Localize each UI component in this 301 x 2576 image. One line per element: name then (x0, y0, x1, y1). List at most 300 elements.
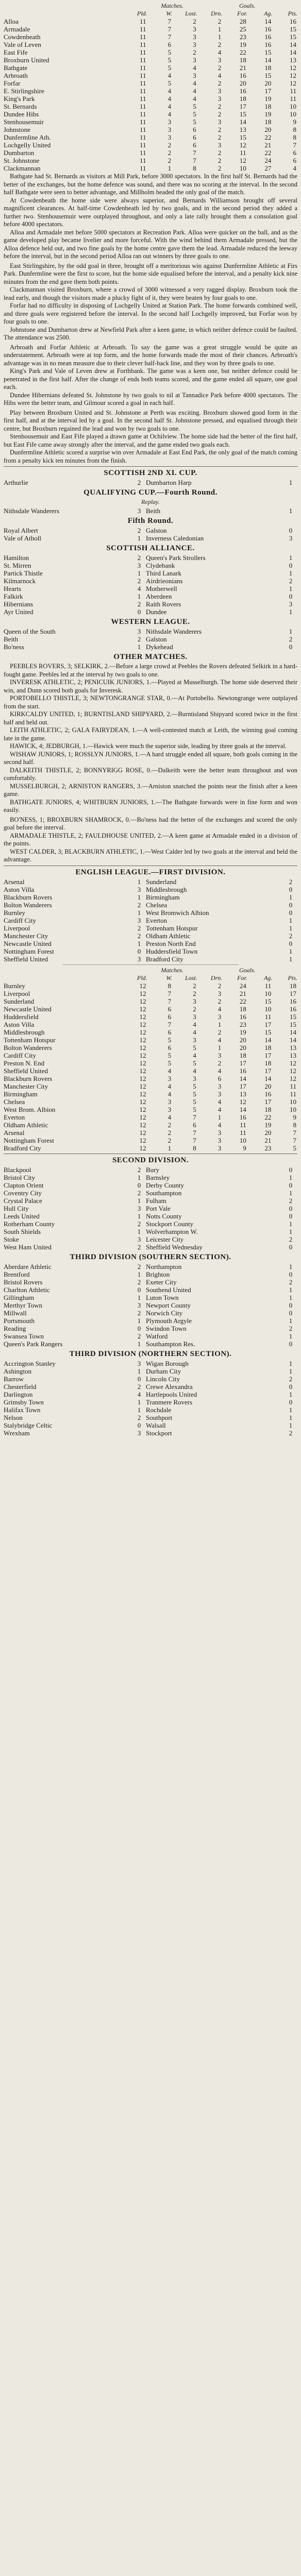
home-score: 2 (137, 1278, 141, 1286)
stat-pts: 16 (290, 18, 296, 25)
stat-f: 16 (239, 72, 246, 79)
home-team: Reading (4, 1324, 26, 1332)
table-row (4, 103, 297, 110)
home-score: 2 (137, 600, 141, 608)
away-score: 1 (289, 1189, 293, 1197)
stat-l: 5 (193, 103, 196, 110)
stat-pts: 6 (293, 149, 296, 157)
report-paragraph: KIRKCALDY UNITED, 1; BURNTISLAND SHIPYARD, 2.—Burntisland Shipyard scored twice in the first half and held out. (4, 710, 297, 726)
report-paragraph: LEITH ATHLETIC, 2; GALA FAIRYDEAN, 1.—A well-contested match at Leith, the winning goal coming late in the game. (4, 726, 297, 742)
result-row (4, 1278, 297, 1286)
away-score: 1 (289, 1173, 293, 1181)
result-row (4, 1367, 297, 1375)
away-score: 0 (289, 1181, 293, 1189)
away-score: 1 (289, 1390, 293, 1398)
stat-w: 7 (168, 1020, 172, 1028)
stat-a: 15 (264, 48, 272, 56)
report-paragraph: Play between Broxburn United and St. Johnstone at Perth was exciting. Broxburn showed good form in the first half, and at the interval led by a goal. In the second half St. Johnstone pressed, and equalised through their centre, but Broxburn regained the lead and won by two goals to one. (4, 409, 297, 432)
report-paragraph: King's Park and Vale of Leven drew at Forthbank. The game was a keen one, but neither defence could be penetrated in the first half. After the change of ends both teams scored, and the game ended all square, one goal each. (4, 367, 297, 391)
away-score: 0 (289, 901, 293, 909)
stat-w: 5 (168, 48, 172, 56)
away-score: 1 (289, 479, 293, 486)
scottish-alliance-results (4, 554, 297, 616)
stat-f: 24 (239, 981, 246, 990)
away-team: Southampton Res. (146, 1340, 195, 1348)
home-team: Crystal Palace (4, 1196, 42, 1205)
home-team: Queen of the South (4, 628, 56, 635)
home-score: 2 (137, 1382, 141, 1391)
stat-pts: 12 (290, 72, 296, 79)
away-team: Exeter City (146, 1278, 177, 1286)
table-row (4, 133, 297, 141)
report-paragraph: BATHGATE JUNIORS, 4; WHITBURN JUNIORS, 1.—The Bathgate forwards were in fine form and won easily. (4, 798, 297, 814)
stat-d: 4 (218, 1005, 222, 1013)
away-team: Preston North End (146, 939, 196, 947)
away-team: Barnsley (146, 1173, 170, 1181)
report-paragraph: ARMADALE THISTLE, 2; FAULDHOUSE UNITED, 2.—A keen game at Armadale ended in a division of the points. (4, 832, 297, 847)
stat-pld: 11 (140, 95, 146, 103)
stat-pts: 10 (290, 1105, 296, 1113)
stat-pld: 11 (140, 64, 146, 72)
home-score: 1 (137, 1405, 141, 1414)
report-paragraph: Forfar had no difficulty in disposing of Lochgelly United at Station Park. The home forwards combined well, and three goals were registered before the interval. In the second half Lochgelly improved, but Forfar won by four goals to one. (4, 302, 297, 325)
stat-pts: 9 (293, 118, 296, 126)
stat-f: 20 (239, 1043, 246, 1052)
home-score: 0 (137, 1375, 141, 1383)
stat-d: 2 (218, 157, 222, 164)
home-team: Leeds United (4, 1212, 40, 1220)
home-score: 3 (137, 1235, 141, 1243)
team-name: Cardiff City (4, 1051, 36, 1059)
result-row (4, 1325, 297, 1332)
stat-pld: 11 (140, 72, 146, 79)
away-team: Plymouth Argyle (146, 1316, 192, 1325)
stat-l: 4 (193, 79, 196, 87)
home-score: 0 (137, 947, 141, 955)
away-score: 1 (289, 554, 293, 562)
stat-pts: 10 (290, 110, 296, 118)
english-goals-heading: Goals. (239, 966, 256, 974)
stat-a: 20 (264, 1128, 272, 1137)
stat-d: 2 (218, 149, 222, 157)
home-team: Coventry City (4, 1189, 42, 1197)
team-name: Stenhousemuir (4, 118, 44, 126)
stat-d: 2 (218, 41, 222, 48)
col-for: For. (237, 10, 247, 17)
home-team: Bristol City (4, 1173, 36, 1181)
team-name: Preston N. End (4, 1059, 45, 1067)
result-row (4, 1332, 297, 1340)
home-team: Chesterfield (4, 1382, 37, 1391)
home-score: 1 (137, 1340, 141, 1348)
stat-f: 19 (239, 1028, 246, 1036)
result-row (4, 479, 297, 486)
home-score: 2 (137, 1219, 141, 1228)
away-team: Hartlepools United (146, 1390, 197, 1398)
home-score: 1 (137, 1227, 141, 1235)
stat-l: 3 (193, 41, 196, 48)
home-team: Ashington (4, 1367, 32, 1375)
scottish-alliance-heading: SCOTTISH ALLIANCE. (106, 544, 195, 552)
result-row (4, 947, 297, 955)
third-division-north-results (4, 1360, 297, 1437)
home-score: 3 (137, 562, 141, 569)
home-score: 3 (137, 916, 141, 924)
stat-f: 22 (239, 48, 246, 56)
home-score: 1 (137, 534, 141, 542)
result-row (4, 554, 297, 562)
away-score: 0 (289, 1382, 293, 1391)
stat-pts: 7 (293, 1128, 296, 1137)
result-row (4, 1270, 297, 1278)
table-row (4, 56, 297, 64)
stat-pld: 11 (140, 118, 146, 126)
stat-w: 6 (168, 1028, 172, 1036)
col-lost: Lost. (185, 10, 197, 17)
home-team: Blackburn Rovers (4, 893, 53, 901)
report-paragraph: Arbroath and Forfar Athletic at Arbroath. To say the game was a great struggle would be quite an understatement. Arbroath were at top form, and the home forwards made the most of their chances. Arbroath's advantage was in no mean measure due to their clever half-back line, and they won by three goals to one. (4, 343, 297, 367)
stat-f: 17 (239, 103, 246, 110)
home-team: Aberdare Athletic (4, 1262, 52, 1270)
stat-l: 3 (193, 1074, 196, 1082)
scottish-table-body (4, 18, 297, 172)
stat-l: 5 (193, 118, 196, 126)
team-name: Dundee Hibs (4, 110, 39, 118)
stat-d: 3 (218, 1090, 222, 1098)
report-paragraph: Bathgate had St. Bernards as visitors at Mill Park, before 3000 spectators. In the first half St. Bernards had the better of the exchanges, but the home defence was sound, and there was no scoring at the interval. In the second half Bathgate were seen to better advantage, and Millholm headed the only goal of the match. (4, 173, 297, 196)
away-team: Southend United (146, 1285, 191, 1294)
away-score: 1 (289, 893, 293, 901)
away-score: 1 (289, 947, 293, 955)
stat-pld: 12 (139, 1066, 146, 1075)
away-score: 2 (289, 931, 293, 940)
home-team: West Ham United (4, 1243, 52, 1251)
stat-w: 4 (168, 1082, 172, 1090)
result-row (4, 1414, 297, 1421)
stat-d: 1 (218, 25, 222, 33)
western-league-heading: WESTERN LEAGUE. (111, 618, 190, 626)
stat-d: 2 (218, 103, 222, 110)
result-row (4, 507, 297, 515)
stat-l: 5 (193, 110, 196, 118)
fifth-round-heading: Fifth Round. (127, 517, 174, 525)
stat-w: 7 (168, 997, 172, 1005)
home-team: Royal Albert (4, 527, 38, 534)
stat-w: 6 (168, 1005, 172, 1013)
stat-pld: 12 (139, 1043, 146, 1052)
stat-d: 1 (218, 1043, 222, 1052)
away-team: Stockport (146, 1429, 172, 1437)
goals-heading: Goals. (239, 2, 256, 9)
english-col-against: Ag. (264, 974, 273, 981)
away-team: Birmingham (146, 893, 180, 901)
away-team: Bury (146, 1165, 159, 1174)
report-paragraph: WEST CALDER, 3; BLACKBURN ATHLETIC, 1.—West Calder led by two goals at the interval and held the advantage. (4, 848, 297, 863)
stat-w: 3 (168, 1105, 172, 1113)
english-col-points: Pts. (288, 974, 297, 981)
stat-l: 3 (193, 997, 196, 1005)
stat-f: 11 (240, 1121, 246, 1129)
away-team: Everton (146, 916, 168, 924)
report-paragraph: HAWICK, 4; JEDBURGH, 1.—Hawick were much the superior side, leading by three goals at the interval. (10, 742, 287, 750)
stat-pts: 12 (290, 64, 296, 72)
table-row (4, 48, 297, 56)
stat-l: 5 (193, 1082, 196, 1090)
matches-heading: Matches. (161, 2, 183, 9)
team-name: Broxburn United (4, 56, 49, 64)
stat-w: 2 (168, 1121, 172, 1129)
home-team: Swansea Town (4, 1332, 44, 1340)
away-score: 1 (289, 569, 293, 577)
stat-l: 7 (193, 1113, 196, 1121)
away-score: 1 (289, 608, 293, 616)
stat-a: 15 (264, 72, 272, 79)
stat-l: 4 (193, 1051, 196, 1059)
third-division-north-heading: THIRD DIVISION (NORTHERN SECTION). (69, 1349, 232, 1358)
away-score: 0 (289, 1165, 293, 1174)
home-team: Burnley (4, 908, 25, 917)
english-matches-heading: Matches. (161, 966, 183, 974)
stat-f: 12 (239, 157, 246, 164)
home-team: Stoke (4, 1235, 19, 1243)
away-score: 3 (289, 534, 293, 542)
stat-d: 1 (218, 33, 222, 41)
col-pld: Pld. (137, 10, 147, 17)
home-team: Ayr United (4, 608, 34, 616)
stat-f: 11 (240, 149, 246, 157)
stat-a: 20 (264, 126, 272, 133)
stat-a: 17 (264, 87, 272, 95)
away-score: 0 (289, 908, 293, 917)
home-team: Grimsby Town (4, 1398, 44, 1406)
stat-w: 4 (168, 110, 172, 118)
result-row (4, 569, 297, 577)
table-row (4, 141, 297, 149)
stat-a: 21 (264, 141, 272, 149)
stat-a: 19 (264, 110, 272, 118)
team-name: Birmingham (4, 1090, 38, 1098)
home-team: Brentford (4, 1270, 30, 1278)
away-score: 1 (289, 507, 293, 515)
stat-w: 4 (168, 1113, 172, 1121)
away-score: 1 (289, 916, 293, 924)
stat-l: 4 (193, 1020, 196, 1028)
qualifying-cup-replay: Replay. (141, 498, 160, 505)
away-team: Beith (146, 507, 161, 515)
stat-pts: 13 (290, 1043, 296, 1052)
stat-f: 18 (239, 95, 246, 103)
stat-f: 21 (239, 989, 246, 997)
away-score: 2 (289, 1196, 293, 1205)
result-row (4, 1174, 297, 1181)
home-score: 0 (137, 1181, 141, 1189)
away-score: 1 (289, 1413, 293, 1421)
stat-f: 13 (239, 1090, 246, 1098)
table-row (4, 110, 297, 118)
home-score: 3 (137, 1359, 141, 1367)
home-team: Blackpool (4, 1165, 31, 1174)
home-score: 3 (137, 1204, 141, 1212)
result-row (4, 1294, 297, 1301)
team-name: Bolton Wanderers (4, 1043, 52, 1052)
away-score: 0 (289, 1309, 293, 1317)
home-team: Bolton Wanderers (4, 901, 52, 909)
result-row (4, 1189, 297, 1197)
home-team: Halifax Town (4, 1405, 41, 1414)
home-team: Nithsdale Wanderers (4, 507, 60, 515)
stat-d: 3 (218, 1051, 222, 1059)
english-first-division-heading: ENGLISH LEAGUE.—FIRST DIVISION. (75, 868, 226, 876)
stat-pld: 11 (140, 126, 146, 133)
stat-w: 3 (168, 1074, 172, 1082)
stat-pld: 12 (139, 981, 146, 990)
away-score: 1 (289, 1332, 293, 1340)
table-row (4, 990, 297, 997)
home-team: Nelson (4, 1413, 23, 1421)
stat-f: 10 (239, 1136, 246, 1144)
away-score: 1 (289, 628, 293, 635)
stat-f: 18 (239, 1051, 246, 1059)
stat-l: 2 (193, 1005, 196, 1013)
stat-pld: 12 (139, 1121, 146, 1129)
report-paragraph: Dundee Hibernians defeated St. Johnstone by two goals to nil at Tannadice Park before 4000 spectators. The Hibs were the better team, and Gilmour scored a goal in each half. (4, 391, 297, 406)
away-team: Queen's Park Strollers (146, 554, 206, 562)
stat-a: 16 (264, 25, 272, 33)
away-team: Leicester City (146, 1235, 184, 1243)
table-row (4, 118, 297, 126)
report-paragraph: INVERESK ATHLETIC, 2; PENICUIK JUNIORS, 1.—Played at Musselburgh. The home side deserved their win, and Dunn scored both goals for Inveresk. (4, 679, 297, 694)
stat-l: 2 (193, 18, 196, 25)
stat-a: 18 (264, 64, 272, 72)
table-row (4, 1113, 297, 1121)
away-team: Dykehead (146, 643, 173, 651)
away-score: 0 (289, 1204, 293, 1212)
away-team: Dumbarton Harp (146, 479, 192, 486)
second-division-results (4, 1166, 297, 1251)
stat-d: 4 (218, 1121, 222, 1129)
away-score: 1 (289, 1227, 293, 1235)
table-row (4, 87, 297, 95)
stat-d: 3 (218, 989, 222, 997)
stat-pld: 12 (139, 1020, 146, 1028)
stat-w: 6 (168, 1043, 172, 1052)
home-team: Charlton Athletic (4, 1285, 50, 1294)
away-team: Swindon Town (146, 1324, 187, 1332)
stat-f: 10 (239, 164, 246, 172)
away-score: 0 (289, 885, 293, 893)
stat-w: 4 (168, 1090, 172, 1098)
home-team: Accrington Stanley (4, 1359, 56, 1367)
home-score: 0 (137, 608, 141, 616)
result-row (4, 635, 297, 643)
home-team: Cardiff City (4, 916, 36, 924)
table-row (4, 1144, 297, 1152)
home-score: 1 (137, 1212, 141, 1220)
stat-w: 1 (168, 1144, 172, 1152)
away-score: 1 (289, 924, 293, 932)
english-col-drawn: Drn. (210, 974, 223, 981)
stat-l: 3 (193, 72, 196, 79)
home-team: Hamilton (4, 554, 29, 562)
stat-a: 18 (264, 103, 272, 110)
stat-w: 4 (168, 87, 172, 95)
table-row (4, 25, 297, 33)
result-row (4, 1391, 297, 1398)
table-row (4, 164, 297, 172)
stat-f: 19 (239, 41, 246, 48)
away-score: 1 (289, 1421, 293, 1429)
stat-w: 6 (168, 1012, 172, 1021)
away-team: Wolverhampton W. (146, 1227, 198, 1235)
stat-a: 18 (264, 1105, 272, 1113)
stat-f: 18 (239, 56, 246, 64)
stat-a: 22 (264, 149, 272, 157)
result-row (4, 1360, 297, 1367)
away-team: Sunderland (146, 877, 177, 886)
stat-pts: 9 (293, 1113, 296, 1121)
stat-pts: 6 (293, 157, 296, 164)
result-row (4, 886, 297, 893)
away-score: 0 (289, 592, 293, 600)
stat-l: 5 (193, 1105, 196, 1113)
away-team: Oldham Athletic (146, 931, 191, 940)
stat-d: 3 (218, 1082, 222, 1090)
stat-w: 4 (168, 95, 172, 103)
stat-w: 3 (168, 118, 172, 126)
table-divider (62, 964, 239, 965)
stat-pts: 18 (290, 981, 296, 990)
stat-w: 5 (168, 1051, 172, 1059)
other-matches-reports (4, 663, 297, 815)
stat-l: 7 (193, 1128, 196, 1137)
team-name: Nottingham Forest (4, 1136, 54, 1144)
away-team: Fulham (146, 1196, 166, 1205)
stat-pld: 11 (140, 41, 146, 48)
home-score: 3 (137, 885, 141, 893)
match-report-4 (4, 409, 297, 465)
table-row (4, 126, 297, 133)
away-team: Port Vale (146, 1204, 171, 1212)
result-row (4, 577, 297, 585)
stat-w: 1 (168, 164, 172, 172)
team-name: Huddersfield (4, 1012, 39, 1021)
stat-pld: 11 (140, 103, 146, 110)
english-table-body (4, 982, 297, 1152)
home-score: 2 (137, 635, 141, 643)
home-score: 3 (137, 1429, 141, 1437)
stat-d: 6 (218, 1074, 222, 1082)
stat-d: 4 (218, 1097, 222, 1106)
stat-a: 20 (264, 79, 272, 87)
stat-a: 14 (264, 56, 272, 64)
stat-d: 3 (218, 95, 222, 103)
stat-pts: 12 (290, 1066, 296, 1075)
stat-pts: 8 (293, 1121, 296, 1129)
away-score: 0 (289, 562, 293, 569)
away-team: Wigan Borough (146, 1359, 189, 1367)
result-row (4, 592, 297, 600)
team-name: Manchester City (4, 1082, 48, 1090)
team-name: Aston Villa (4, 1020, 35, 1028)
away-score: 2 (289, 1235, 293, 1243)
report-paragraph: Dunfermline Athletic scored a surprise win over Armadale at East End Park, the only goal of the match coming from a penalty kick ten minutes from the finish. (4, 449, 297, 464)
stat-f: 17 (239, 1059, 246, 1067)
stat-pts: 5 (293, 1144, 296, 1152)
home-score: 1 (137, 569, 141, 577)
stat-d: 2 (218, 997, 222, 1005)
stat-pld: 12 (139, 1144, 146, 1152)
away-score: 1 (289, 1359, 293, 1367)
